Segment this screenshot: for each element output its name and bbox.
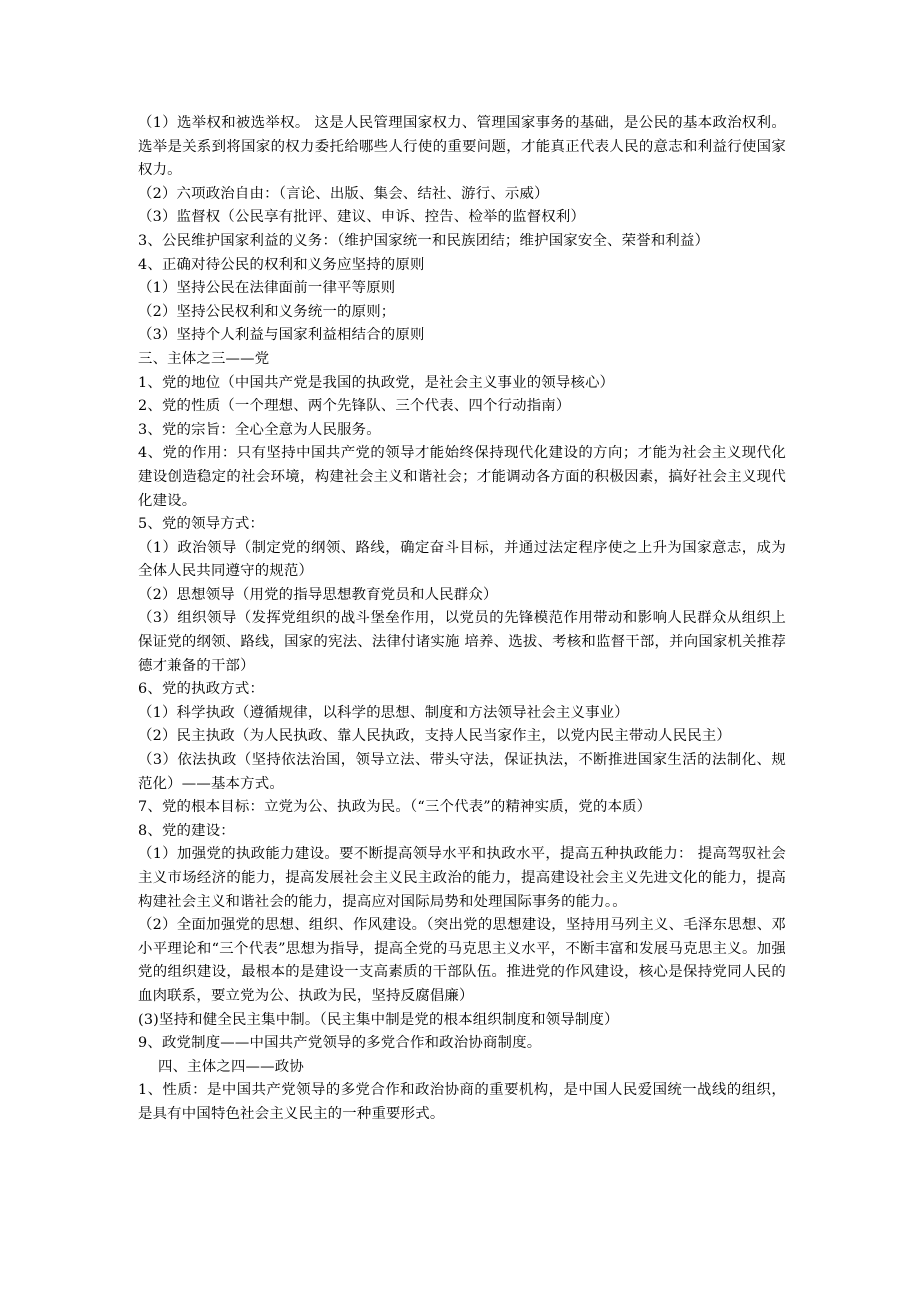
- section-heading: 三、主体之三——党: [138, 350, 270, 367]
- paragraph: （3）组织领导（发挥党组织的战斗堡垒作用，以党员的先锋模范作用带动和影响人民群众从组织上保证党的纲领、路线，国家的宪法、法律付诸实施 培养、选拔、考核和监督干部，并向国家机关推荐德才兼备的干部）: [138, 610, 786, 674]
- paragraph: （2）坚持公民权利和义务统一的原则；: [138, 303, 396, 320]
- paragraph: 7、党的根本目标：立党为公、执政为民。（“三个代表”的精神实质，党的本质）: [138, 799, 652, 816]
- paragraph: 1、性质：是中国共产党领导的多党合作和政治协商的重要机构，是中国人民爱国统一战线的组织，是具有中国特色社会主义民主的一种重要形式。: [138, 1082, 786, 1122]
- paragraph: (3)坚持和健全民主集中制。（民主集中制是党的根本组织制度和领导制度）: [138, 1011, 619, 1028]
- paragraph: 5、党的领导方式：: [138, 516, 265, 533]
- paragraph: （1）政治领导（制定党的纲领、路线，确定奋斗目标，并通过法定程序使之上升为国家意志，成为全体人民共同遵守的规范）: [138, 539, 786, 580]
- paragraph: 3、公民维护国家利益的义务：（维护国家统一和民族团结；维护国家安全、荣誉和利益）: [138, 232, 710, 249]
- paragraph: 4、正确对待公民的权利和义务应坚持的原则: [138, 256, 425, 273]
- paragraph: （2）全面加强党的思想、组织、作风建设。（突出党的思想建设，坚持用马列主义、毛泽东思想、邓小平理论和“三个代表”思想为指导，提高全党的马克思主义水平，不断丰富和发展马克思主义。加强党的组织建设，最根本的是建设一支高素质的干部队伍。推进党的作风建设，核心是保持党同人民的血肉联系，要立党为公、执政为民，坚持反腐倡廉）: [138, 917, 786, 1004]
- paragraph: （3）监督权（公民享有批评、建议、申诉、控告、检举的监督权利）: [138, 209, 586, 226]
- paragraph: （1）坚持公民在法律面前一律平等原则: [138, 280, 396, 297]
- paragraph: （2）六项政治自由：（言论、出版、集会、结社、游行、示威）: [138, 185, 549, 202]
- section-heading: 四、主体之四——政协: [158, 1058, 304, 1075]
- paragraph: （3）依法执政（坚持依法治国，领导立法、带头守法，保证执法，不断推进国家生活的法制化、规范化）——基本方式。: [138, 752, 786, 792]
- paragraph: 8、党的建设：: [138, 822, 235, 839]
- paragraph: （3）坚持个人利益与国家利益相结合的原则: [138, 327, 425, 344]
- document-body: [138, 112, 786, 1127]
- paragraph: 9、政党制度——中国共产党领导的多党合作和政治协商制度。: [138, 1035, 542, 1052]
- paragraph: （1）选举权和被选举权。 这是人民管理国家权力、管理国家事务的基础，是公民的基本政治权利。选举是关系到将国家的权力委托给哪些人行使的重要问题，才能真正代表人民的意志和利益行使国家权力。: [138, 115, 786, 179]
- paragraph: 6、党的执政方式：: [138, 681, 265, 698]
- paragraph: 3、党的宗旨：全心全意为人民服务。: [138, 421, 381, 438]
- paragraph: （2）思想领导（用党的指导思想教育党员和人民群众）: [138, 586, 498, 603]
- paragraph: 1、党的地位（中国共产党是我国的执政党，是社会主义事业的领导核心）: [138, 374, 615, 391]
- paragraph: （1）科学执政（遵循规律，以科学的思想、制度和方法领导社会主义事业）: [138, 704, 629, 721]
- paragraph: 2、党的性质（一个理想、两个先锋队、三个代表、四个行动指南）: [138, 398, 571, 415]
- paragraph: （1）加强党的执政能力建设。要不断提高领导水平和执政水平，提高五种执政能力： 提高驾驭社会主义市场经济的能力，提高发展社会主义民主政治的能力，提高建设社会主义先进文化的能力，提高构建社会主义和谐社会的能力，提高应对国际局势和处理国际事务的能力。。: [138, 846, 786, 910]
- paragraph: 4、党的作用：只有坚持中国共产党的领导才能始终保持现代化建设的方向；才能为社会主义现代化建设创造稳定的社会环境，构建社会主义和谐社会；才能调动各方面的积极因素，搞好社会主义现代化建设。: [138, 445, 786, 509]
- paragraph: （2）民主执政（为人民执政、靠人民执政，支持人民当家作主，以党内民主带动人民民主）: [138, 728, 731, 745]
